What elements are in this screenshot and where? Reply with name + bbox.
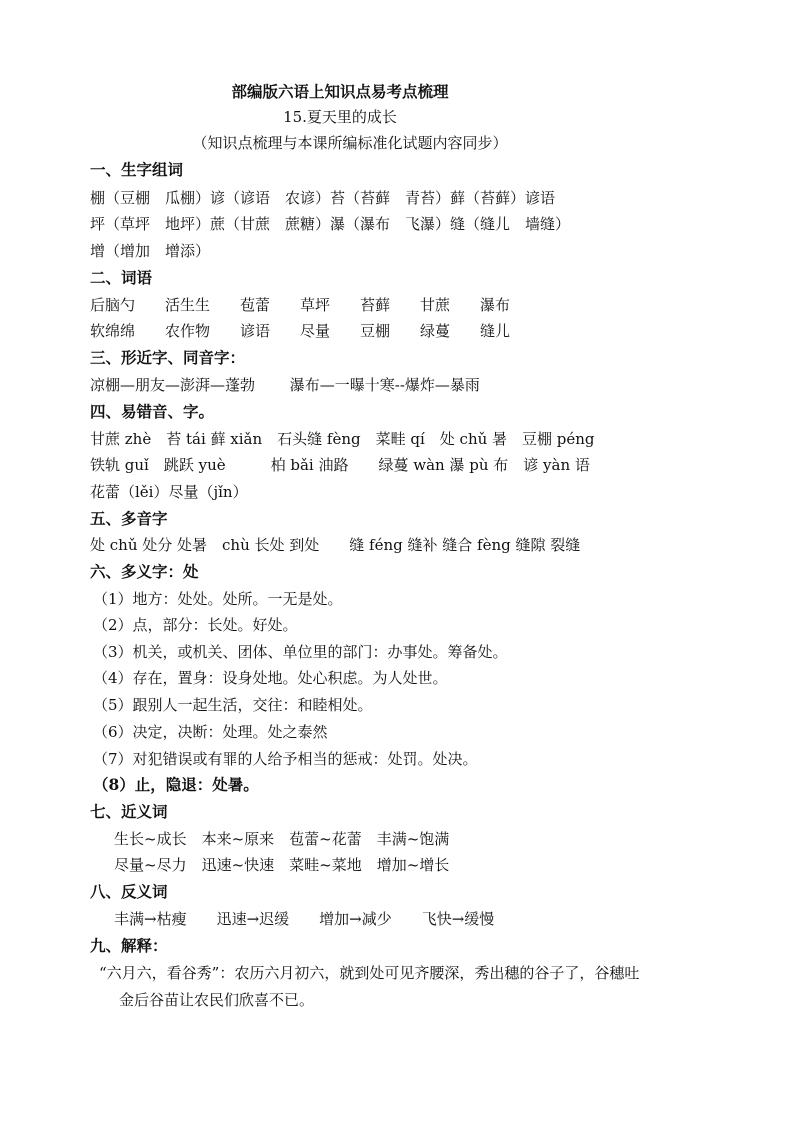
- section-heading-1: 一、生字组词: [90, 160, 184, 179]
- list-item: （7）对犯错误或有罪的人给予相当的惩戒：处罚。处决。: [93, 750, 478, 768]
- section-heading-4: 四、易错音、字。: [90, 402, 215, 421]
- text-line: 棚（豆棚 瓜棚）谚（谚语 农谚）苔（苔藓 青苔）藓（苔藓）谚语: [90, 189, 556, 207]
- text-line: 生长~成长 本来~原来 苞蕾~花蕾 丰满~饱满: [114, 830, 450, 848]
- text-line: 增（增加 增添）: [90, 242, 211, 260]
- list-item: （4）存在，置身：设身处地。处心积虑。为人处世。: [93, 669, 448, 687]
- list-item: （6）决定，决断：处理。处之泰然: [93, 723, 328, 741]
- list-item: （8）止，隐退：处暑。: [93, 775, 259, 794]
- text-line: 花蕾（lěi）尽量（jǐn）: [90, 483, 248, 501]
- text-line: 处 chǔ 处分 处暑 chù 长处 到处 缝 féng 缝补 缝合 fèng 缝隙 裂缝: [90, 536, 581, 554]
- document-title: 部编版六语上知识点易考点梳理: [231, 82, 449, 101]
- section-heading-3: 三、形近字、同音字：: [90, 348, 246, 367]
- text-line: 后脑勺 活生生 苞蕾 草坪 苔藓 甘蔗 瀑布: [90, 296, 511, 314]
- text-line: 凉棚—朋友—澎湃—蓬勃 瀑布—一曝十寒--爆炸—暴雨: [90, 376, 480, 394]
- document-note: （知识点梳理与本课所编标准化试题内容同步）: [192, 134, 508, 152]
- list-item: （1）地方：处处。处所。一无是处。: [93, 590, 343, 608]
- lesson-title: 15.夏天里的成长: [283, 108, 397, 126]
- text-line: 坪（草坪 地坪）蔗（甘蔗 蔗糖）瀑（瀑布 飞瀑）缝（缝儿 墙缝）: [90, 215, 571, 233]
- list-item: （3）机关，或机关、团体、单位里的部门：办事处。筹备处。: [93, 643, 508, 661]
- list-item: （2）点，部分：长处。好处。: [93, 616, 298, 634]
- text-line: 甘蔗 zhè 苔 tái 藓 xiǎn 石头缝 fèng 菜畦 qí 处 chǔ 暑 豆棚 péng: [90, 430, 595, 448]
- section-heading-6: 六、多义字：处: [90, 562, 199, 581]
- section-heading-9: 九、解释：: [90, 936, 168, 955]
- section-heading-2: 二、词语: [90, 268, 153, 287]
- text-line: 铁轨 guǐ 跳跃 yuè 柏 bǎi 油路 绿蔓 wàn 瀑 pù 布 谚 yàn 语: [90, 456, 590, 474]
- list-item: （5）跟别人一起生活，交往：和睦相处。: [93, 696, 373, 714]
- section-heading-5: 五、多音字: [90, 509, 168, 528]
- text-line: 尽量~尽力 迅速~快速 菜畦~菜地 增加~增长: [114, 856, 450, 874]
- text-line: “六月六，看谷秀”：农历六月初六，就到处可见齐腰深，秀出穗的谷子了，谷穗吐: [99, 964, 640, 982]
- section-heading-8: 八、反义词: [90, 882, 168, 901]
- text-line: 软绵绵 农作物 谚语 尽量 豆棚 绿蔓 缝儿: [90, 322, 511, 340]
- text-line: 丰满→枯瘦 迅速→迟缓 增加→减少 飞快→缓慢: [114, 910, 495, 928]
- section-heading-7: 七、近义词: [90, 802, 168, 821]
- text-line: 金后谷苗让农民们欣喜不已。: [119, 991, 315, 1009]
